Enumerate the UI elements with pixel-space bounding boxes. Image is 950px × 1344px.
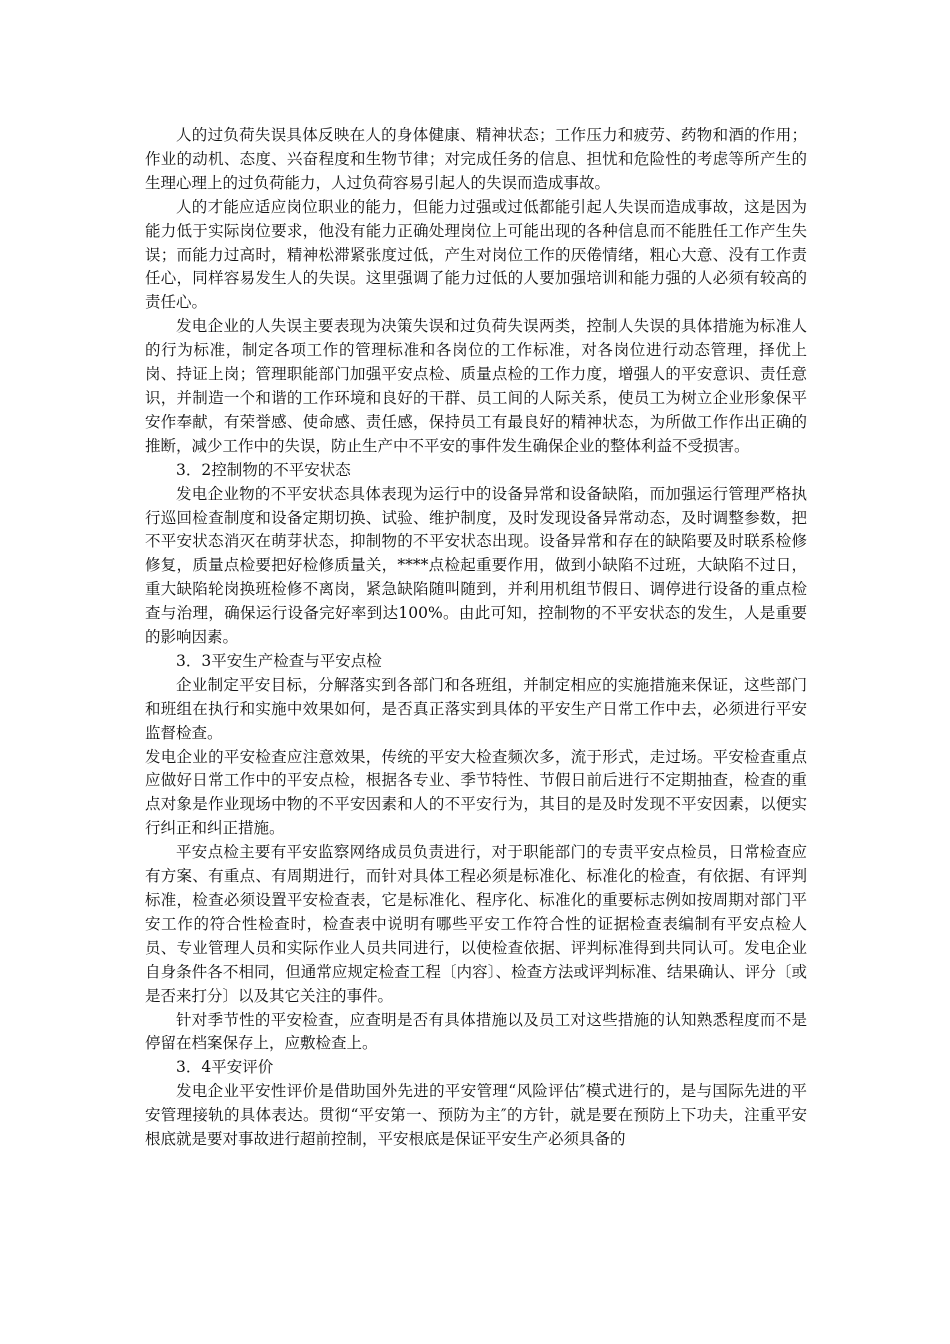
paragraph-7: 平安点检主要有平安监察网络成员负责进行，对于职能部门的专责平安点检员，日常检查应有方案、有重点、有周期进行，而针对具体工程必须是标准化、标准化的检查，有依据、有评判标准，检查必须设置平安检查表，它是标准化、程序化、标准化的重要标志例如按周期对部门平安工作的符合性检查时，检查表中说明有哪些平安工作符合性的证据检查表编制有平安点检人员、专业管理人员和实际作业人员共同进行，以使检查依据、评判标准得到共同认可。发电企业自身条件各不相同，但通常应规定检查工程〔内容〕、检查方法或评判标准、结果确认、评分〔或是否来打分〕以及其它关注的事件。	[145, 843, 807, 1005]
section-heading-3-2: 3．2控制物的不平安状态	[176, 460, 351, 479]
paragraph-3: 发电企业的人失误主要表现为决策失误和过负荷失误两类，控制人失误的具体措施为标准人的行为标准，制定各项工作的管理标准和各岗位的工作标准，对各岗位进行动态管理，择优上岗、持证上岗；管理职能部门加强平安点检、质量点检的工作力度，增强人的平安意识、责任意识，并制造一个和谐的工作环境和良好的干群、员工间的人际关系，使员工为树立企业形象保平安作奉献，有荣誉感、使命感、责任感，保持员工有最良好的精神状态，为所做工作作出正确的推断，减少工作中的失误，防止生产中不平安的事件发生确保企业的整体利益不受损害。	[145, 317, 807, 455]
paragraph-4: 发电企业物的不平安状态具体表现为运行中的设备异常和设备缺陷，而加强运行管理严格执行巡回检查制度和设备定期切换、试验、维护制度，及时发现设备异常动态，及时调整参数，把不平安状态消灭在萌芽状态，抑制物的不平安状态出现。设备异常和存在的缺陷要及时联系检修修复，质量点检要把好检修质量关，****点检起重要作用，做到小缺陷不过班，大缺陷不过日，重大缺陷轮岗换班检修不离岗，紧急缺陷随叫随到，并利用机组节假日、调停进行设备的重点检查与治理，确保运行设备完好率到达100%。由此可知，控制物的不平安状态的发生，人是重要的影响因素。	[145, 484, 807, 647]
paragraph-8: 针对季节性的平安检查，应查明是否有具体措施以及员工对这些措施的认知熟悉程度而不是停留在档案保存上，应敷检查上。	[145, 1010, 807, 1053]
section-heading-3-4: 3．4平安评价	[176, 1058, 274, 1077]
paragraph-6: 发电企业的平安检查应注意效果，传统的平安大检查频次多，流于形式，走过场。平安检查重点应做好日常工作中的平安点检，根据各专业、季节特性、节假日前后进行不定期抽查，检查的重点对象是作业现场中物的不平安因素和人的不平安行为，其目的是及时发现不平安因素，以便实行纠正和纠正措施。	[145, 747, 807, 838]
paragraph-9: 发电企业平安性评价是借助国外先进的平安管理“风险评估″模式进行的，是与国际先进的平安管理接轨的具体表达。贯彻“平安第一、预防为主″的方针，就是要在预防上下功夫，注重平安根底就是要对事故进行超前控制，平安根底是保证平安生产必须具备的	[145, 1082, 807, 1149]
paragraph-2: 人的才能应适应岗位职业的能力，但能力过强或过低都能引起人失误而造成事故，这是因为能力低于实际岗位要求，他没有能力正确处理岗位上可能出现的各种信息而不能胜任工作产生失误；而能力过高时，精神松滞紧张度过低，产生对岗位工作的厌倦情绪，粗心大意、没有工作责任心，同样容易发生人的失误。这里强调了能力过低的人要加强培训和能力强的人必须有较高的责任心。	[145, 197, 807, 312]
section-heading-3-3: 3．3平安生产检查与平安点检	[176, 651, 382, 670]
document-page	[145, 124, 807, 1152]
paragraph-1: 人的过负荷失误具体反映在人的身体健康、精神状态；工作压力和疲劳、药物和酒的作用；作业的动机、态度、兴奋程度和生物节律；对完成任务的信息、担忧和危险性的考虑等所产生的生理心理上的过负荷能力，人过负荷容易引起人的失误而造成事故。	[145, 126, 807, 192]
paragraph-5: 企业制定平安目标，分解落实到各部门和各班组，并制定相应的实施措施来保证，这些部门和班组在执行和实施中效果如何，是否真正落实到具体的平安生产日常工作中去，必须进行平安监督检查。	[145, 675, 807, 742]
